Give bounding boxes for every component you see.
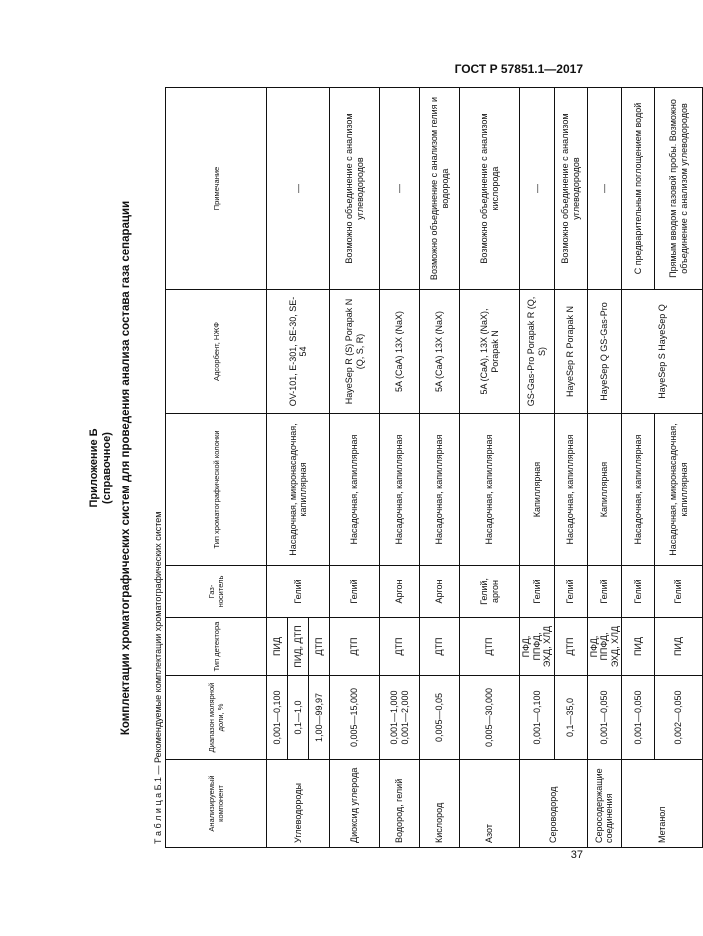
cell-component: Углеводороды <box>267 760 330 848</box>
cell-detector: ПИД <box>267 618 288 676</box>
cell-detector: ДТП <box>309 618 330 676</box>
cell-detector: ПФД, ППФД, ЭХД, ХЛД <box>520 618 555 676</box>
rotated-page-content <box>58 88 689 848</box>
cell-range: 0,001—1,000 0,001—2,000 <box>380 676 420 760</box>
cell-adsorbent: 5A (CaA) 13X (NaX) <box>420 290 460 414</box>
table-caption: Т а б л и ц а Б.1 — Рекомендуемые комплектации хроматографических систем <box>153 511 163 844</box>
col-header-column: Тип хроматографической колонки <box>166 414 267 566</box>
table-row <box>460 88 520 848</box>
col-header-carrier: Газ-носитель <box>166 566 267 618</box>
cell-column: Насадочная, капиллярная <box>622 414 655 566</box>
appendix-status: (справочное) <box>101 432 113 504</box>
col-header-note: Примечание <box>166 88 267 290</box>
cell-carrier: Гелий, аргон <box>460 566 520 618</box>
table-row <box>420 88 460 848</box>
cell-column: Капиллярная <box>520 414 555 566</box>
cell-column: Насадочная, капиллярная <box>554 414 587 566</box>
cell-adsorbent: 5A (CaA), 13X (NaX), Porapak N <box>460 290 520 414</box>
cell-note: — <box>520 88 555 290</box>
table-row <box>587 88 622 848</box>
appendix-heading <box>88 88 114 848</box>
cell-detector: ДТП <box>330 618 380 676</box>
table-row <box>655 88 703 848</box>
cell-component: Кислород <box>420 760 460 848</box>
col-header-adsorbent: Адсорбент, НЖФ <box>166 290 267 414</box>
cell-adsorbent: HayeSep S HayeSep Q <box>622 290 703 414</box>
cell-note: Возможно объединение с анализом кислорода <box>460 88 520 290</box>
cell-note: Возможно объединение с анализом углеводородов <box>554 88 587 290</box>
cell-carrier: Гелий <box>267 566 330 618</box>
cell-carrier: Гелий <box>554 566 587 618</box>
configurations-table <box>165 87 703 848</box>
cell-carrier: Аргон <box>380 566 420 618</box>
cell-column: Насадочная, капиллярная <box>420 414 460 566</box>
cell-adsorbent: 5A (CaA) 13X (NaX) <box>380 290 420 414</box>
table-row <box>554 88 587 848</box>
cell-carrier: Гелий <box>330 566 380 618</box>
cell-detector: ДТП <box>554 618 587 676</box>
cell-carrier: Аргон <box>420 566 460 618</box>
cell-adsorbent: HayeSep Q GS-Gas-Pro <box>587 290 622 414</box>
cell-carrier: Гелий <box>622 566 655 618</box>
table-row <box>380 88 420 848</box>
cell-note: Возможно объединение с анализом углеводородов <box>330 88 380 290</box>
cell-detector: ДТП <box>460 618 520 676</box>
cell-carrier: Гелий <box>520 566 555 618</box>
cell-detector: ДТП <box>380 618 420 676</box>
col-header-component: Анализируемый компонент <box>166 760 267 848</box>
cell-adsorbent: HayeSep R Porapak N <box>554 290 587 414</box>
cell-note: — <box>267 88 330 290</box>
table-row <box>622 88 655 848</box>
cell-carrier: Гелий <box>587 566 622 618</box>
cell-detector: ДТП <box>420 618 460 676</box>
cell-range: 0,001—0,100 <box>520 676 555 760</box>
cell-range: 0,001—0,100 <box>267 676 288 760</box>
appendix-title: Комплектации хроматографических систем для проведения анализа состава газа сепарации <box>120 200 132 736</box>
cell-component: Метанол <box>622 760 703 848</box>
cell-range: 0,005—15,000 <box>330 676 380 760</box>
cell-range: 1,00—99,97 <box>309 676 330 760</box>
cell-detector: ПИД <box>655 618 703 676</box>
cell-component: Водород, гелий <box>380 760 420 848</box>
cell-note: С предварительным поглощением водой <box>622 88 655 290</box>
cell-column: Насадочная, капиллярная <box>380 414 420 566</box>
col-header-range: Диапазон молярной доли, % <box>166 676 267 760</box>
cell-range: 0,005—30,000 <box>460 676 520 760</box>
cell-detector: ПИД <box>622 618 655 676</box>
table-row <box>520 88 555 848</box>
cell-detector: ПФД, ППФД, ЭХД, ХЛД <box>587 618 622 676</box>
table-row <box>267 88 288 848</box>
cell-adsorbent: HayeSep R (S) Porapak N (Q, S, R) <box>330 290 380 414</box>
page-number: 37 <box>570 849 583 861</box>
cell-carrier: Гелий <box>655 566 703 618</box>
cell-component: Азот <box>460 760 520 848</box>
cell-column: Насадочная, микронасадочная, капиллярная <box>267 414 330 566</box>
cell-adsorbent: GS-Gas-Pro Porapak R (Q, S) <box>520 290 555 414</box>
cell-column: Насадочная, капиллярная <box>330 414 380 566</box>
cell-component: Серосодержащие соединения <box>587 760 622 848</box>
table-row <box>330 88 380 848</box>
cell-range: 0,001—0,050 <box>622 676 655 760</box>
cell-adsorbent: OV-101, E-301, SE-30, SE-54 <box>267 290 330 414</box>
cell-column: Насадочная, капиллярная <box>460 414 520 566</box>
cell-note: — <box>380 88 420 290</box>
cell-note: Прямым вводом газовой пробы. Возможно объединение с анализом углеводородов <box>655 88 703 290</box>
cell-range: 0,005—0,05 <box>420 676 460 760</box>
document-header: ГОСТ Р 57851.1—2017 <box>454 62 583 76</box>
cell-range: 0,002—0,050 <box>655 676 703 760</box>
cell-component: Сероводород <box>520 760 588 848</box>
cell-component: Диоксид углерода <box>330 760 380 848</box>
cell-range: 0,1—1,0 <box>288 676 309 760</box>
cell-column: Капиллярная <box>587 414 622 566</box>
cell-note: Возможно объединение с анализом гелия и водорода <box>420 88 460 290</box>
cell-note: — <box>587 88 622 290</box>
appendix-label: Приложение Б <box>88 428 100 508</box>
cell-column: Насадочная, микронасадочная, капиллярная <box>655 414 703 566</box>
cell-range: 0,1—35,0 <box>554 676 587 760</box>
table-header-row <box>166 88 267 848</box>
cell-range: 0,001—0,050 <box>587 676 622 760</box>
col-header-detector: Тип детектора <box>166 618 267 676</box>
cell-detector: ПИД, ДТП <box>288 618 309 676</box>
